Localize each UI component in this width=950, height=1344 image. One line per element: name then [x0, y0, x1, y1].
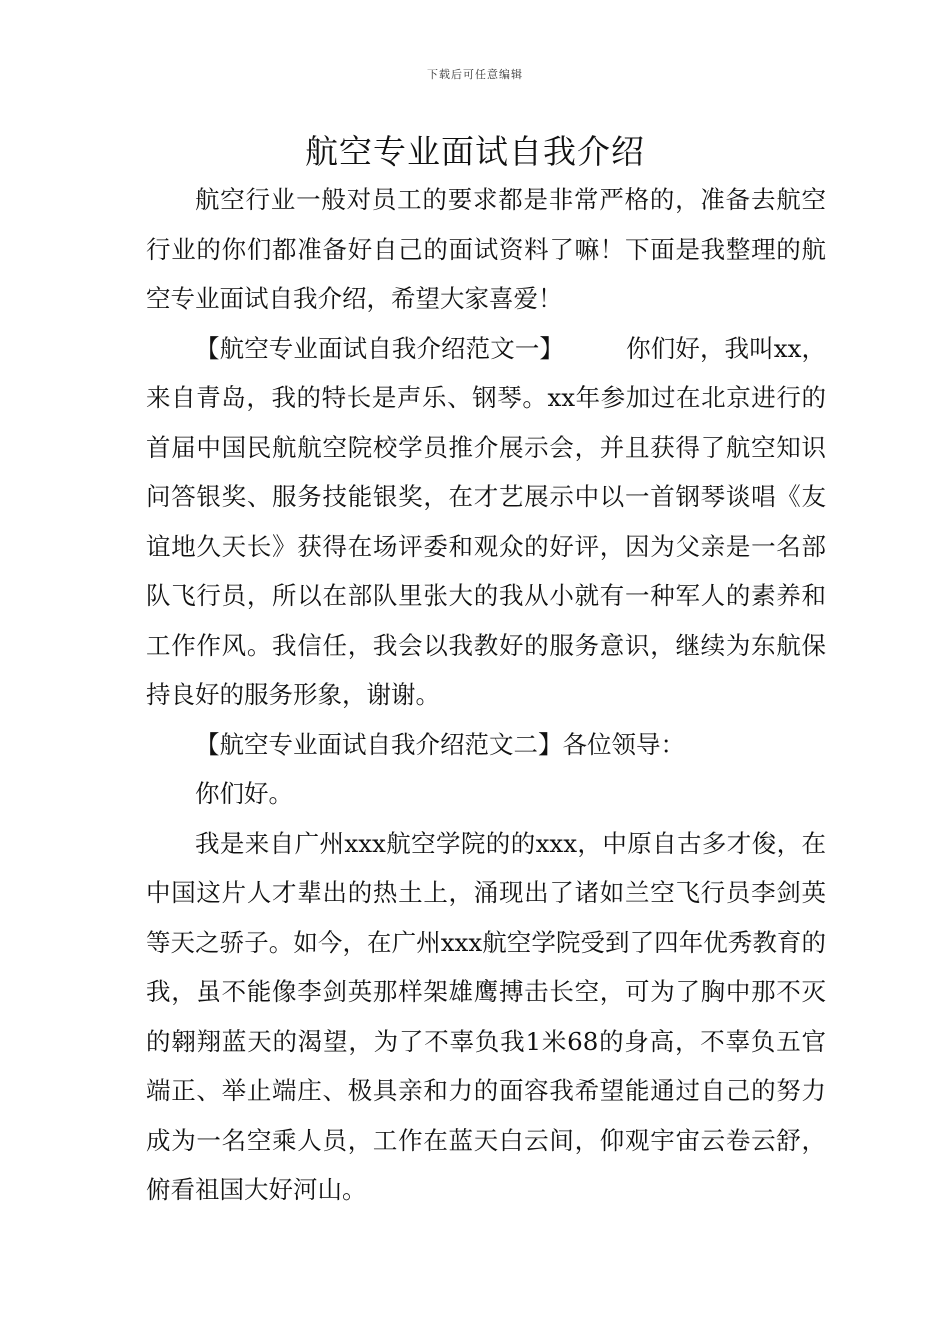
sample2-text: 我是来自广州xxx航空学院的的xxx，中原自古多才俊，在中国这片人才辈出的热土上，涌现出了诸如兰空飞行员李剑英等天之骄子。如今，在广州xxx航空学院受到了四年优秀教育的我，虽不能像李剑英那样架雄鹰搏击长空，可为了胸中那不灭的翱翔蓝天的渴望，为了不辜负我1米68的身高，不辜负五官端正、举止端庄、极具亲和力的面容我希望能通过自己的努力成为一名空乘人员，工作在蓝天白云间，仰观宇宙云卷云舒，俯看祖国大好河山。	[146, 828, 826, 1204]
document-body	[146, 175, 826, 1215]
page-title: 航空专业面试自我介绍	[305, 132, 645, 171]
sample2-greeting: 你们好。	[195, 779, 293, 808]
sample1-text: 你们好，我叫xx，来自青岛，我的特长是声乐、钢琴。xx年参加过在北京进行的首届中国民航航空院校学员推介展示会，并且获得了航空知识问答银奖、服务技能银奖，在才艺展示中以一首钢琴谈唱《友谊地久天长》获得在场评委和观众的好评，因为父亲是一名部队飞行员，所以在部队里张大的我从小就有一种军人的素养和工作作风。我信任，我会以我教好的服务意识，继续为东航保持良好的服务形象，谢谢。	[146, 333, 827, 709]
sample1-heading: 【航空专业面试自我介绍范文一】	[195, 333, 565, 363]
sample2-heading: 【航空专业面试自我介绍范文二】	[195, 729, 563, 759]
sample2-heading-paragraph	[146, 720, 826, 770]
header-note: 下载后可任意编辑	[427, 68, 523, 81]
sample1-paragraph	[146, 324, 826, 720]
sample2-salutation: 各位领导：	[562, 729, 685, 759]
intro-paragraph: 航空行业一般对员工的要求都是非常严格的，准备去航空行业的你们都准备好自己的面试资料了嘛！下面是我整理的航空专业面试自我介绍，希望大家喜爱！	[146, 185, 826, 313]
